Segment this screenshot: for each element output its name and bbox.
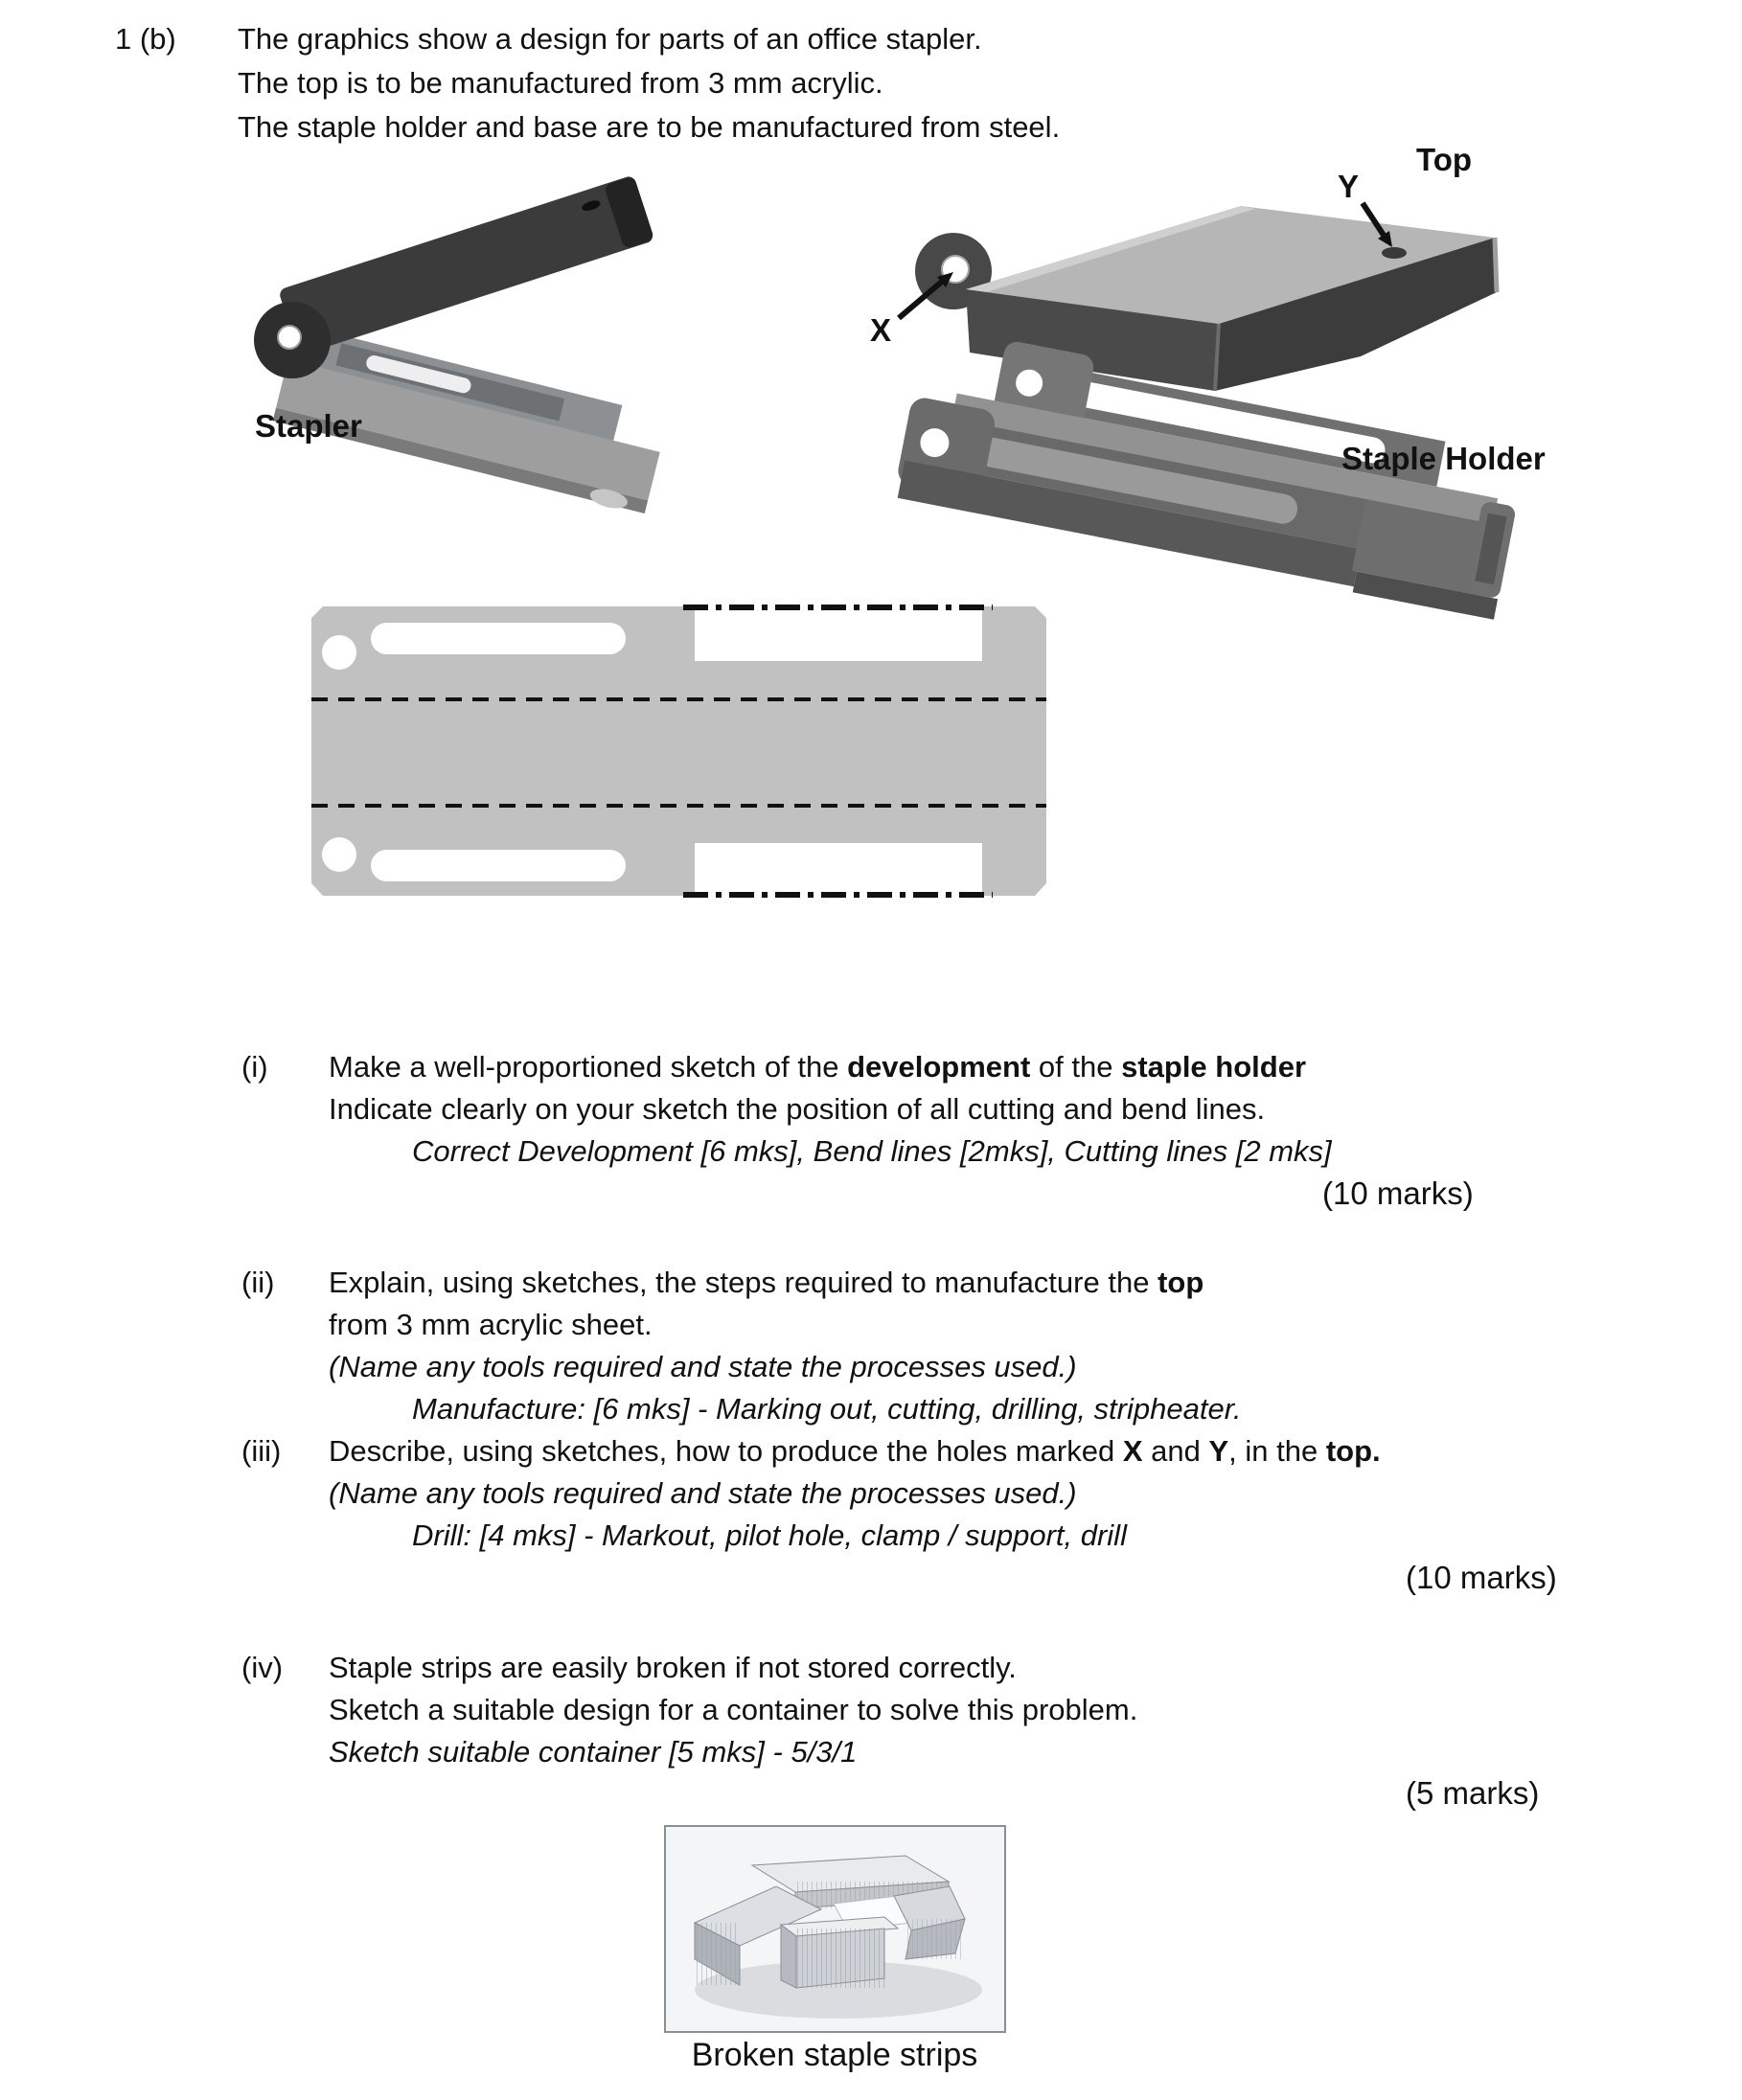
intro-line-3: The staple holder and base are to be manufactured from steel. xyxy=(238,110,1061,144)
q-iv-marks: (5 marks) xyxy=(1406,1775,1540,1811)
q-i-l1-seg0: Make a well-proportioned sketch of the xyxy=(329,1050,848,1084)
hole-y-label: Y xyxy=(1338,169,1360,204)
q-iv-line-1: Staple strips are easily broken if not stored correctly. xyxy=(329,1651,1017,1684)
stapler-label: Stapler xyxy=(255,408,362,444)
q-ii-l1-seg0: Explain, using sketches, the steps required to manufacture the xyxy=(329,1266,1158,1299)
q-iii-l1-seg4: , in the xyxy=(1228,1434,1326,1468)
q-ii-line-1 xyxy=(329,1265,1203,1301)
q-iii-markscheme: Drill: [4 mks] - Markout, pilot hole, clamp / support, drill xyxy=(412,1518,1127,1552)
figures-illustration xyxy=(0,0,1742,968)
development-figure xyxy=(311,606,1046,896)
q-i-l1-seg3: staple holder xyxy=(1121,1050,1307,1084)
top-figure xyxy=(899,203,1497,391)
q-iii-l1-seg3: Y xyxy=(1208,1434,1229,1468)
q-iii-l1-seg1: X xyxy=(1122,1434,1143,1468)
q-i-l1-seg1: development xyxy=(847,1050,1031,1084)
staple-holder-label: Staple Holder xyxy=(1341,441,1546,476)
q-iii-l1-seg5: top. xyxy=(1325,1434,1381,1468)
q-ii-number: (ii) xyxy=(241,1266,275,1299)
photo-caption: Broken staple strips xyxy=(691,2037,978,2073)
q-iv-markscheme: Sketch suitable container [5 mks] - 5/3/1 xyxy=(329,1735,858,1769)
q-i-number: (i) xyxy=(241,1050,268,1084)
q-iii-line-2: (Name any tools required and state the processes used.) xyxy=(329,1476,1077,1510)
broken-staples-illustration xyxy=(666,1827,1004,2031)
q-iii-l1-seg2: and xyxy=(1142,1434,1209,1468)
q-iii-line-1 xyxy=(329,1433,1381,1470)
q-iii-number: (iii) xyxy=(241,1434,282,1468)
broken-staples-photo xyxy=(664,1825,1006,2033)
stapler-figure xyxy=(254,174,669,516)
q-i-l1-seg2: of the xyxy=(1030,1050,1122,1084)
intro-line-2: The top is to be manufactured from 3 mm acrylic. xyxy=(238,66,883,100)
q-i-line-1 xyxy=(329,1049,1306,1085)
q-ii-l1-seg1: top xyxy=(1158,1266,1204,1299)
hole-x-label: X xyxy=(870,312,892,348)
q-iv-number: (iv) xyxy=(241,1651,284,1684)
q-i-line-2: Indicate clearly on your sketch the position of all cutting and bend lines. xyxy=(329,1092,1266,1126)
q-iii-marks: (10 marks) xyxy=(1406,1560,1557,1595)
q-ii-markscheme: Manufacture: [6 mks] - Marking out, cutting, drilling, stripheater. xyxy=(412,1392,1242,1426)
top-label: Top xyxy=(1416,142,1473,177)
q-iii-l1-seg0: Describe, using sketches, how to produce the holes marked xyxy=(329,1434,1123,1468)
intro-line-1: The graphics show a design for parts of an office stapler. xyxy=(238,22,982,56)
q-i-markscheme: Correct Development [6 mks], Bend lines [2mks], Cutting lines [2 mks] xyxy=(412,1134,1332,1168)
q-iv-line-2: Sketch a suitable design for a container to solve this problem. xyxy=(329,1693,1138,1726)
question-number: 1 (b) xyxy=(115,22,176,56)
q-ii-line-2: from 3 mm acrylic sheet. xyxy=(329,1308,653,1341)
q-ii-line-3: (Name any tools required and state the processes used.) xyxy=(329,1350,1077,1383)
q-i-marks: (10 marks) xyxy=(1322,1176,1474,1211)
